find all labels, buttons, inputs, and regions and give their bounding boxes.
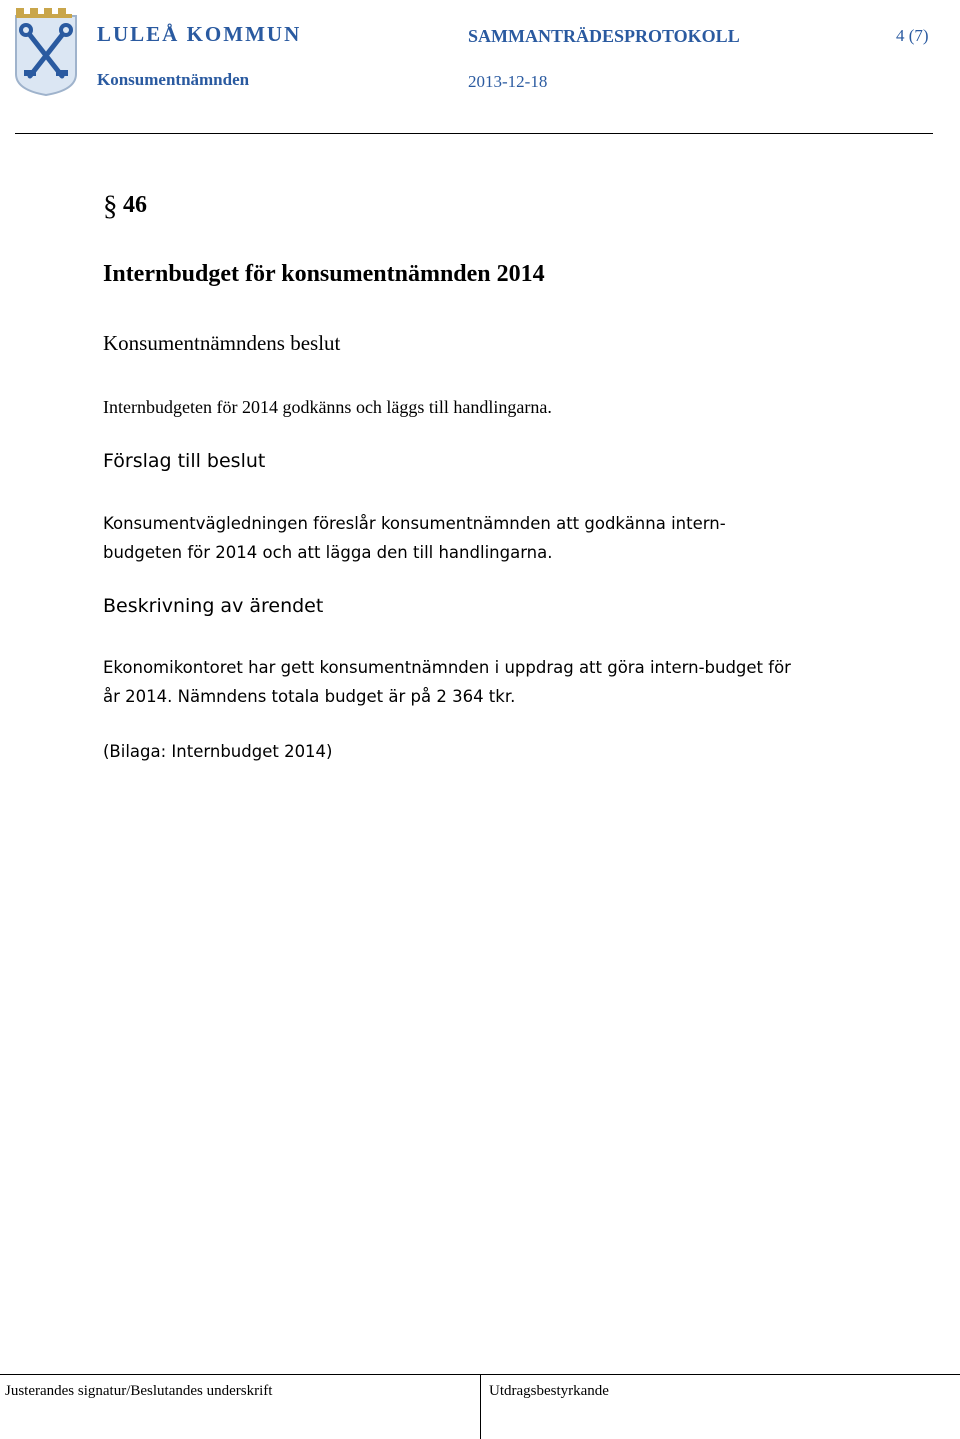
extract-certification-label: Utdragsbestyrkande [489, 1383, 609, 1399]
coat-of-arms-icon [12, 4, 80, 96]
org-name: LULEÅ KOMMUN [97, 22, 302, 46]
proposal-heading: Förslag till beslut [103, 450, 266, 472]
signature-label: Justerandes signatur/Beslutandes underskrift [5, 1383, 273, 1399]
decision-text: Internbudgeten för 2014 godkänns och läggs till handlingarna. [103, 397, 552, 417]
section-sign: § [103, 190, 118, 222]
page-number: 4 (7) [896, 26, 929, 45]
page-title: Internbudget för konsumentnämnden 2014 [103, 261, 545, 287]
description-text: Ekonomikontoret har gett konsumentnämnden i uppdrag att göra intern-budget för år 2014. Nämndens totala budget är på 2 364 tkr. [103, 658, 791, 706]
paragraph-number: 46 [123, 192, 147, 218]
description-heading: Beskrivning av ärendet [103, 595, 324, 617]
document-type: SAMMANTRÄDESPROTOKOLL [468, 26, 740, 46]
footer-column-divider [480, 1374, 481, 1439]
decision-heading: Konsumentnämndens beslut [103, 331, 341, 355]
proposal-text: Konsumentvägledningen föreslår konsumentnämnden att godkänna intern-budgeten för 2014 och att lägga den till handlingarna. [103, 514, 726, 562]
document-date: 2013-12-18 [468, 72, 548, 91]
attachment-note: (Bilaga: Internbudget 2014) [103, 742, 333, 761]
committee-name: Konsumentnämnden [97, 70, 250, 89]
header-divider [15, 133, 933, 134]
